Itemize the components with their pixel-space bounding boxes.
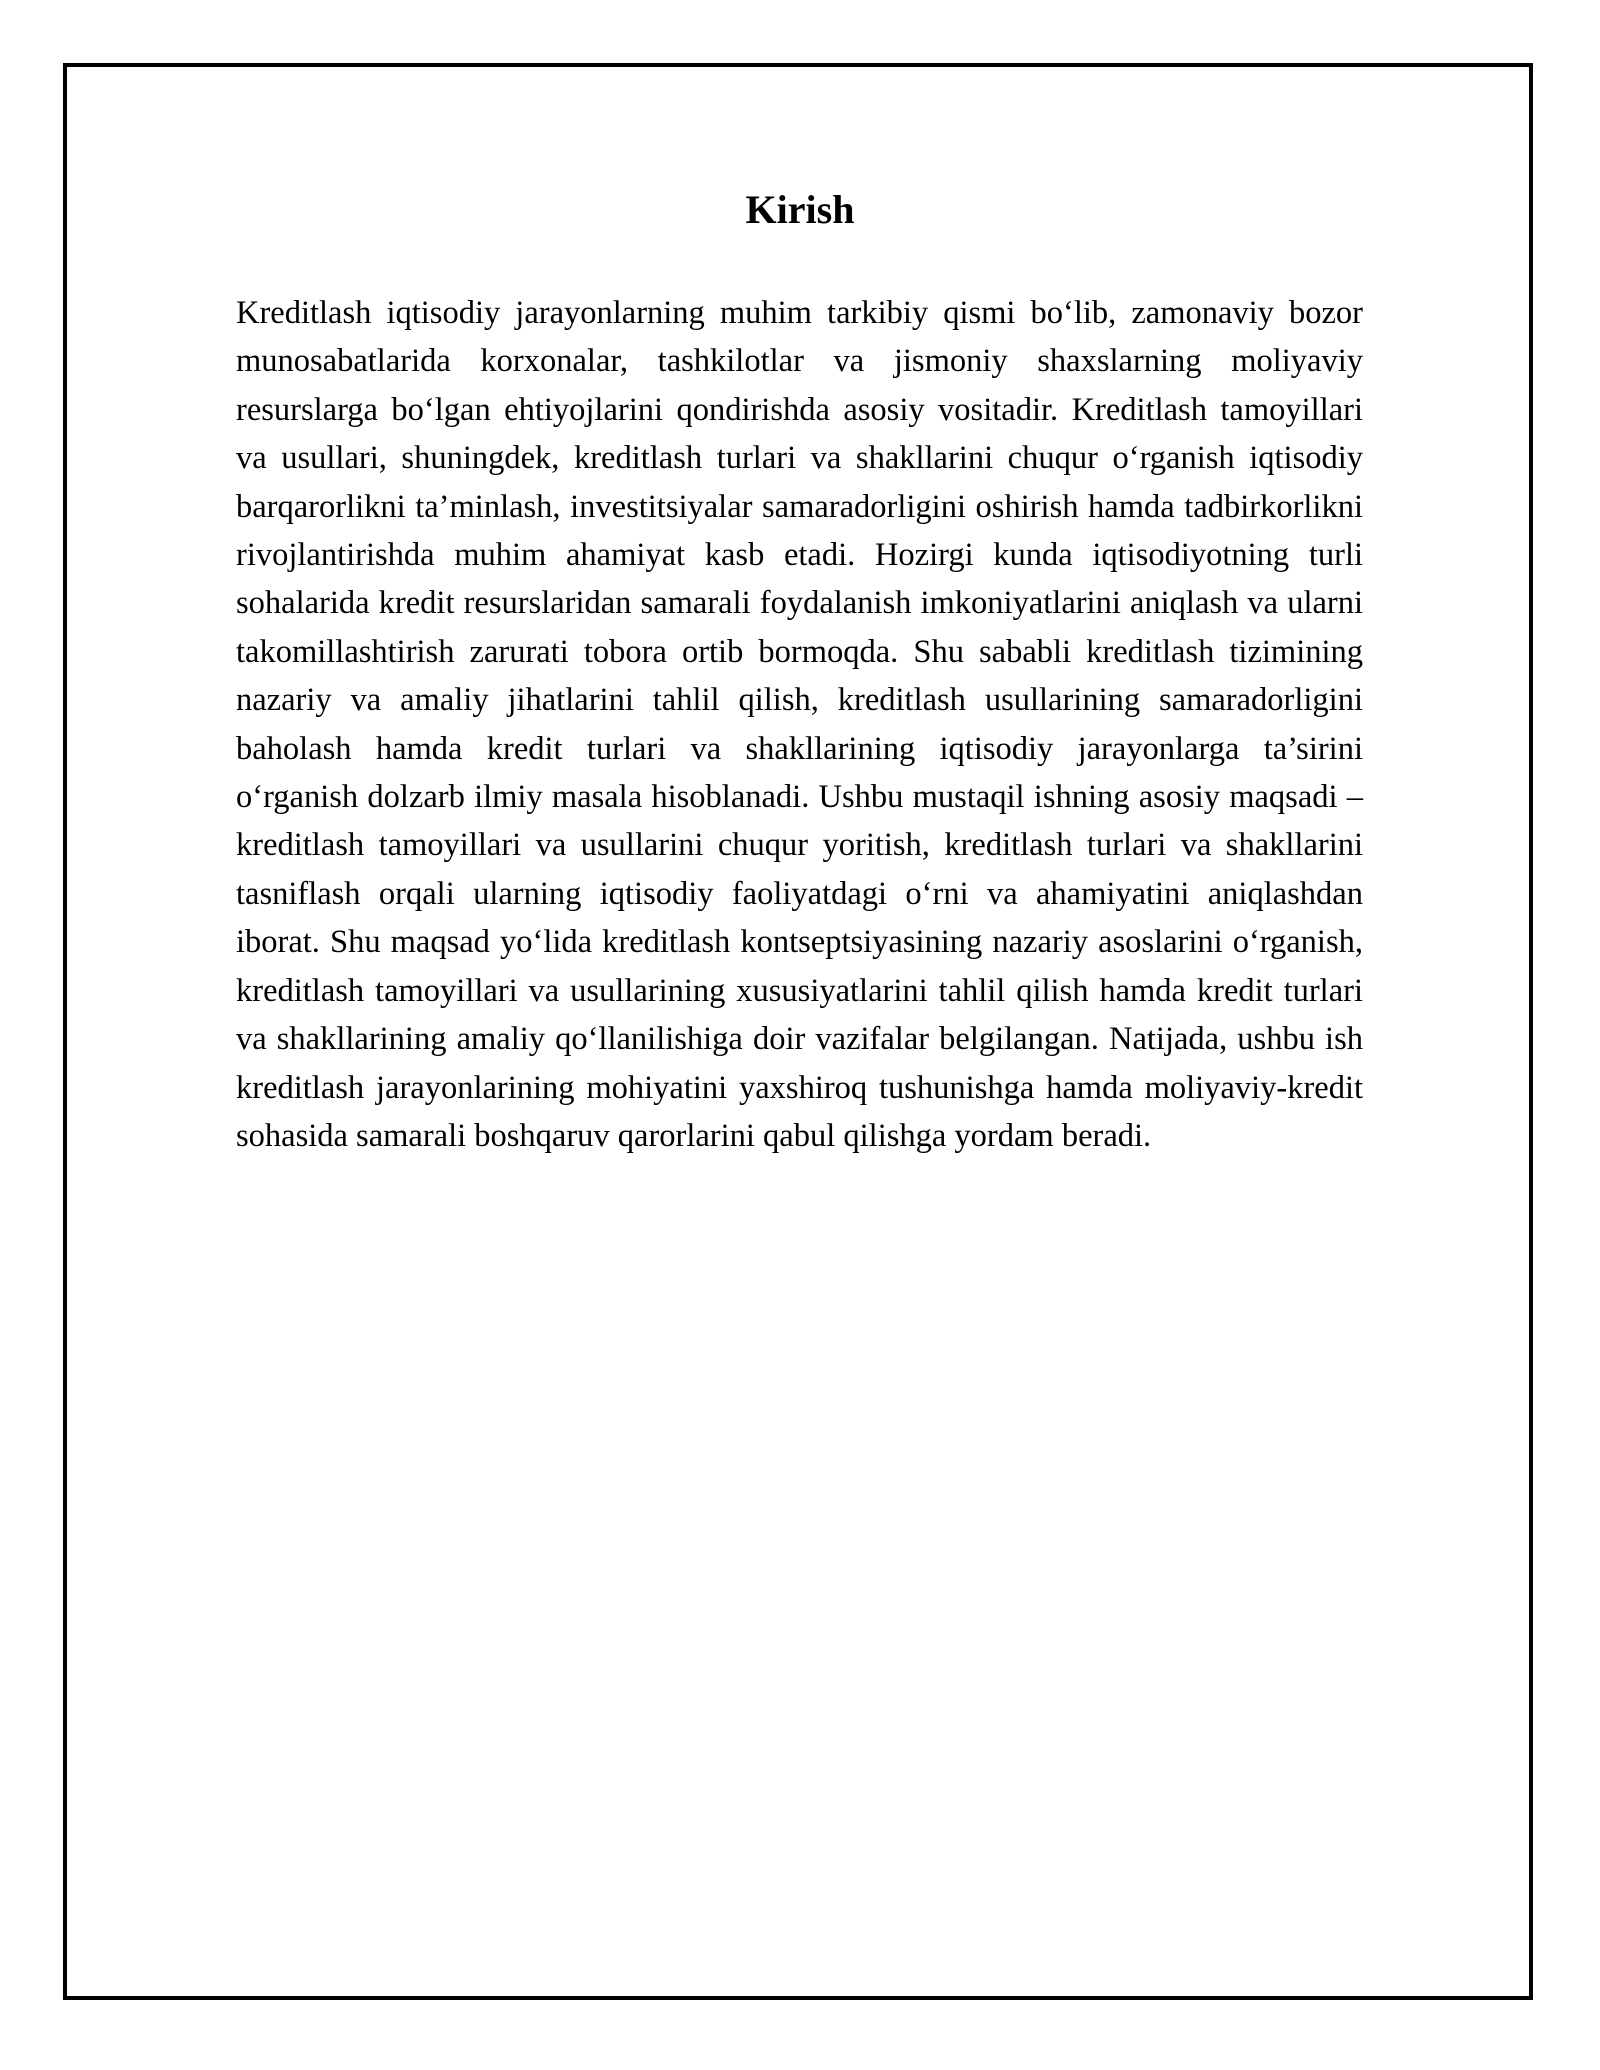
body-paragraph: Kreditlash iqtisodiy jarayonlarning muhim tarkibiy qismi bo‘lib, zamonaviy bozor munosabatlarida korxonalar, tashkilotlar va jismoniy shaxslarning moliyaviy resurslarga bo‘lgan ehtiyojlarini qondirishda asosiy vositadir. Kreditlash tamoyillari va usullari, shuningdek, kreditlash turlari va shakllarini chuqur o‘rganish iqtisodiy barqarorlikni ta’minlash, investitsiyalar samaradorligini oshirish hamda tadbirkorlikni rivojlantirishda muhim ahamiyat kasb etadi. Hozirgi kunda iqtisodiyotning turli sohalarida kredit resurslaridan samarali foydalanish imkoniyatlarini aniqlash va ularni takomillashtirish zarurati tobora ortib bormoqda. Shu sababli kreditlash tizimining nazariy va amaliy jihatlarini tahlil qilish, kreditlash usullarining samaradorligini baholash hamda kredit turlari va shakllarining iqtisodiy jarayonlarga ta’sirini o‘rganish dolzarb ilmiy masala hisoblanadi. Ushbu mustaqil ishning asosiy maqsadi – kreditlash tamoyillari va usullarini chuqur yoritish, kreditlash turlari va shakllarini tasniflash orqali ularning iqtisodiy faoliyatdagi o‘rni va ahamiyatini aniqlashdan iborat. Shu maqsad yo‘lida kreditlash kontseptsiyasining nazariy asoslarini o‘rganish, kreditlash tamoyillari va usullarining xususiyatlarini tahlil qilish hamda kredit turlari va shakllarining amaliy qo‘llanilishiga doir vazifalar belgilangan. Natijada, ushbu ish kreditlash jarayonlarining mohiyatini yaxshiroq tushunishga hamda moliyaviy-kredit sohasida samarali boshqaruv qarorlarini qabul qilishga yordam beradi. xyxy=(236,295,1363,1154)
page-title: Kirish xyxy=(745,187,855,232)
